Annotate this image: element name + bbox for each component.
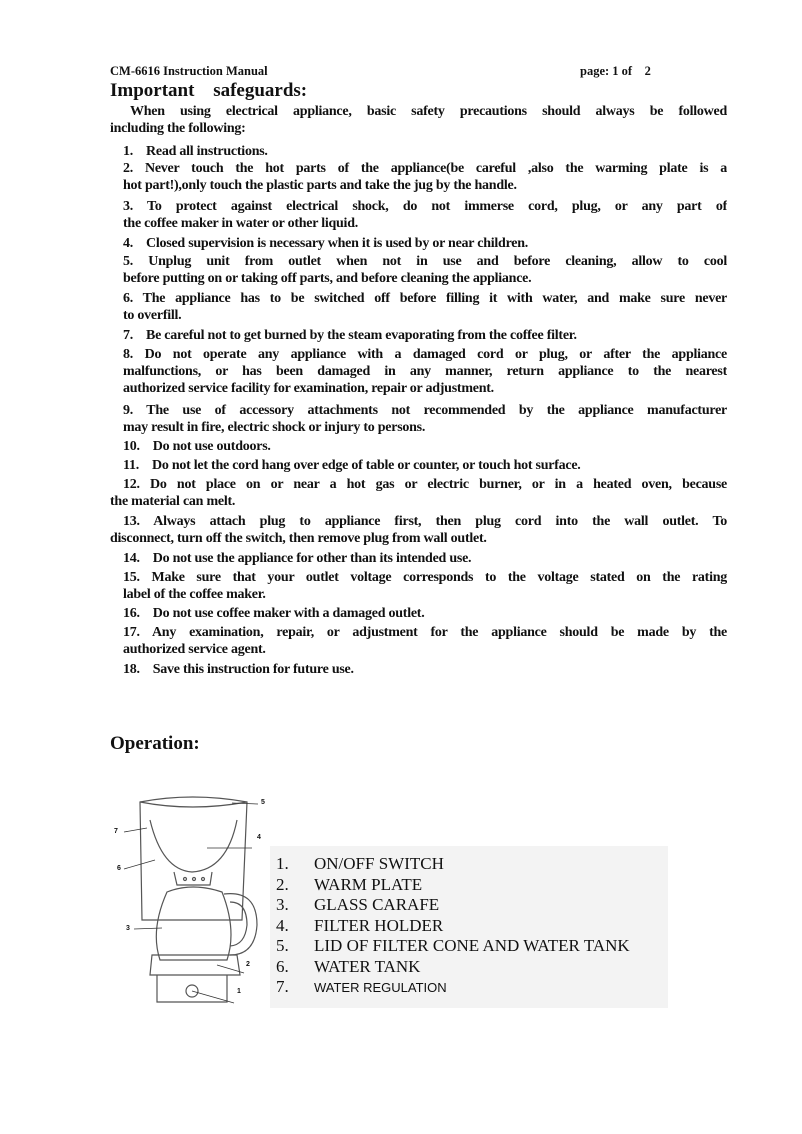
part-number: 1. [276, 854, 289, 873]
item-line: 1. Read all instructions. [123, 144, 268, 159]
safeguard-item [123, 235, 727, 252]
item-line: 18. Save this instruction for future use. [123, 662, 354, 677]
callout-1: 1 [237, 988, 241, 995]
item-line: 9. The use of accessory attachments not recommended by the appliance manufacturer [123, 403, 727, 418]
safeguard-item [123, 253, 727, 287]
safeguard-item [123, 143, 727, 160]
part-number: 4. [276, 915, 289, 935]
coffee-maker-diagram [112, 790, 272, 1020]
safeguard-item [110, 476, 727, 510]
callout-6: 6 [117, 865, 121, 872]
item-line: 5. Unplug unit from outlet when not in use and before cleaning, allow to cool [123, 254, 727, 269]
item-line: may result in fire, electric shock or injury to persons. [123, 420, 426, 435]
callout-2: 2 [246, 961, 250, 968]
item-line: 10. Do not use outdoors. [123, 439, 271, 454]
page-number: page: 1 of 2 [580, 64, 651, 78]
callout-5: 5 [261, 799, 265, 806]
callout-7: 7 [114, 828, 118, 835]
item-line: disconnect, turn off the switch, then remove plug from wall outlet. [110, 531, 487, 546]
item-line: authorized service agent. [123, 642, 266, 657]
part-label: WATER TANK [314, 956, 421, 976]
part-number: 5. [276, 936, 289, 955]
item-line: 15. Make sure that your outlet voltage corresponds to the voltage stated on the rating [123, 570, 727, 585]
part-item [276, 936, 630, 956]
part-label: WATER REGULATION [314, 980, 447, 995]
item-line: 4. Closed supervision is necessary when it is used by or near children. [123, 236, 529, 251]
part-number: 2. [276, 874, 289, 894]
item-line: 3. To protect against electrical shock, do not immerse cord, plug, or any part of [123, 199, 727, 214]
item-line: the coffee maker in water or other liquid. [123, 216, 358, 231]
item-line: the material can melt. [110, 494, 236, 509]
operation-heading: Operation: [110, 733, 200, 754]
part-item [276, 895, 439, 915]
item-line: 6. The appliance has to be switched off before filling it with water, and make sure never [123, 291, 727, 306]
item-line: 12. Do not place on or near a hot gas or electric burner, or in a heated oven, because [123, 477, 727, 492]
part-item [276, 854, 444, 874]
part-label: GLASS CARAFE [314, 895, 440, 914]
item-line: 16. Do not use coffee maker with a damaged outlet. [123, 606, 425, 621]
part-label: ON/OFF SWITCH [314, 854, 444, 873]
part-item [276, 875, 422, 895]
part-number: 7. [276, 977, 289, 996]
item-line: before putting on or taking off parts, and before cleaning the appliance. [123, 271, 532, 286]
callout-3: 3 [126, 925, 130, 932]
safeguard-item [123, 550, 727, 567]
safeguard-item [123, 160, 727, 194]
safeguard-item [123, 569, 727, 603]
item-line: hot part!),only touch the plastic parts and take the jug by the handle. [123, 178, 517, 193]
parts-list [270, 846, 668, 1008]
safeguard-item [123, 402, 727, 436]
safeguard-item [123, 438, 727, 455]
page-title: Important safeguards: [110, 80, 308, 101]
safeguard-item [123, 198, 727, 232]
intro-paragraph [110, 103, 727, 137]
intro-line: including the following: [110, 121, 246, 136]
safeguard-item [123, 605, 727, 622]
safeguard-item [123, 346, 727, 397]
part-item [276, 977, 447, 998]
item-line: 14. Do not use the appliance for other than its intended use. [123, 551, 472, 566]
item-line: label of the coffee maker. [123, 587, 266, 602]
item-line: 17. Any examination, repair, or adjustment for the appliance should be made by the [123, 625, 727, 640]
part-label: FILTER HOLDER [314, 915, 444, 935]
part-label: WARM PLATE [314, 874, 423, 894]
item-line: 8. Do not operate any appliance with a damaged cord or plug, or after the appliance [123, 347, 727, 362]
item-line: 11. Do not let the cord hang over edge of table or counter, or touch hot surface. [123, 458, 581, 473]
item-line: malfunctions, or has been damaged in any manner, return appliance to the nearest [123, 364, 727, 379]
part-item [276, 916, 443, 936]
item-line: 13. Always attach plug to appliance first, then plug cord into the wall outlet. To [123, 514, 727, 529]
safeguard-item [123, 457, 727, 474]
document-header: CM-6616 Instruction Manual [110, 64, 268, 78]
safeguard-item [123, 661, 727, 678]
part-number: 6. [276, 956, 289, 976]
intro-line: When using electrical appliance, basic safety precautions should always be followed [130, 104, 727, 119]
safeguard-item [123, 290, 727, 324]
item-line: 7. Be careful not to get burned by the steam evaporating from the coffee filter. [123, 328, 577, 343]
safeguard-item [123, 624, 727, 658]
item-line: to overfill. [123, 308, 182, 323]
item-line: 2. Never touch the hot parts of the appliance(be careful ,also the warming plate is a [123, 161, 727, 176]
safeguard-item [110, 513, 727, 547]
safeguard-item [123, 327, 727, 344]
part-label: LID OF FILTER CONE AND WATER TANK [314, 936, 630, 955]
part-item [276, 957, 420, 977]
part-number: 3. [276, 895, 289, 914]
callout-4: 4 [257, 834, 261, 841]
item-line: authorized service facility for examination, repair or adjustment. [123, 381, 494, 396]
